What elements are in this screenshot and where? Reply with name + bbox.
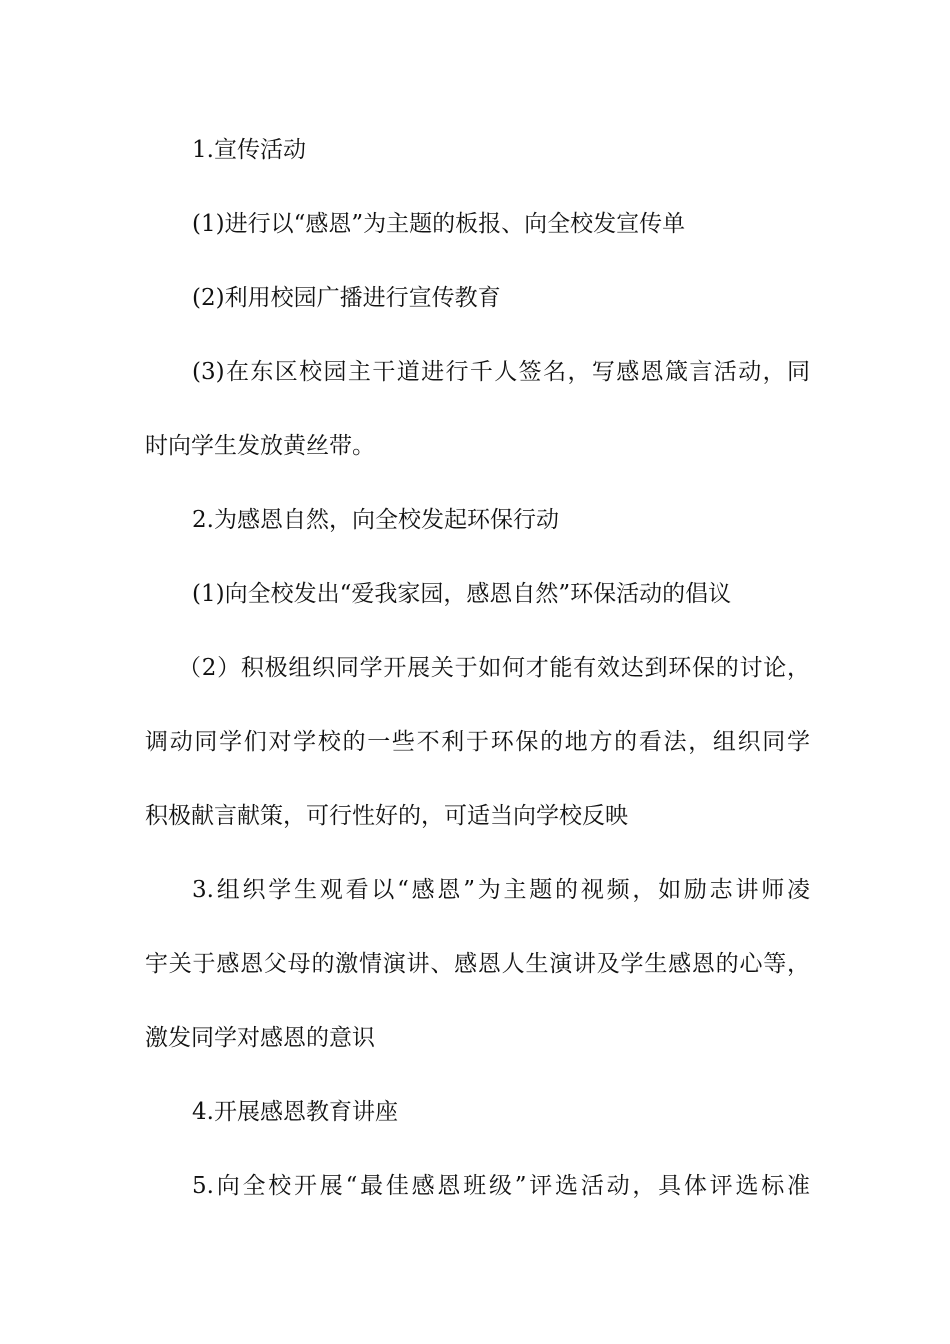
list-item-broadcast: (2)利用校园广播进行宣传教育 [192, 285, 501, 311]
document-body [145, 132, 810, 1242]
list-item-signature: (3)在东区校园主干道进行千人签名，写感恩箴言活动，同 [192, 359, 810, 385]
section-heading-video: 3.组织学生观看以“感恩”为主题的视频，如励志讲师凌 [192, 877, 810, 903]
section-heading-environment: 2.为感恩自然，向全校发起环保行动 [192, 507, 559, 533]
paragraph-continuation: 宇关于感恩父母的激情演讲、感恩人生演讲及学生感恩的心等， [145, 951, 810, 977]
paragraph-continuation: 调动同学们对学校的一些不利于环保的地方的看法，组织同学 [145, 729, 810, 755]
list-item-initiative: (1)向全校发出“爱我家园，感恩自然”环保活动的倡议 [192, 581, 732, 607]
list-item-blackboard: (1)进行以“感恩”为主题的板报、向全校发宣传单 [192, 211, 686, 237]
section-heading-lecture: 4.开展感恩教育讲座 [192, 1099, 398, 1125]
paragraph-continuation: 时向学生发放黄丝带。 [145, 433, 375, 459]
paragraph-continuation: 积极献言献策，可行性好的，可适当向学校反映 [145, 803, 628, 829]
paragraph-continuation: 激发同学对感恩的意识 [145, 1025, 375, 1051]
list-item-discussion: （2）积极组织同学开展关于如何才能有效达到环保的讨论， [178, 655, 810, 681]
section-heading-evaluation: 5.向全校开展“最佳感恩班级”评选活动，具体评选标准 [192, 1173, 810, 1199]
section-heading-publicity: 1.宣传活动 [192, 137, 306, 163]
